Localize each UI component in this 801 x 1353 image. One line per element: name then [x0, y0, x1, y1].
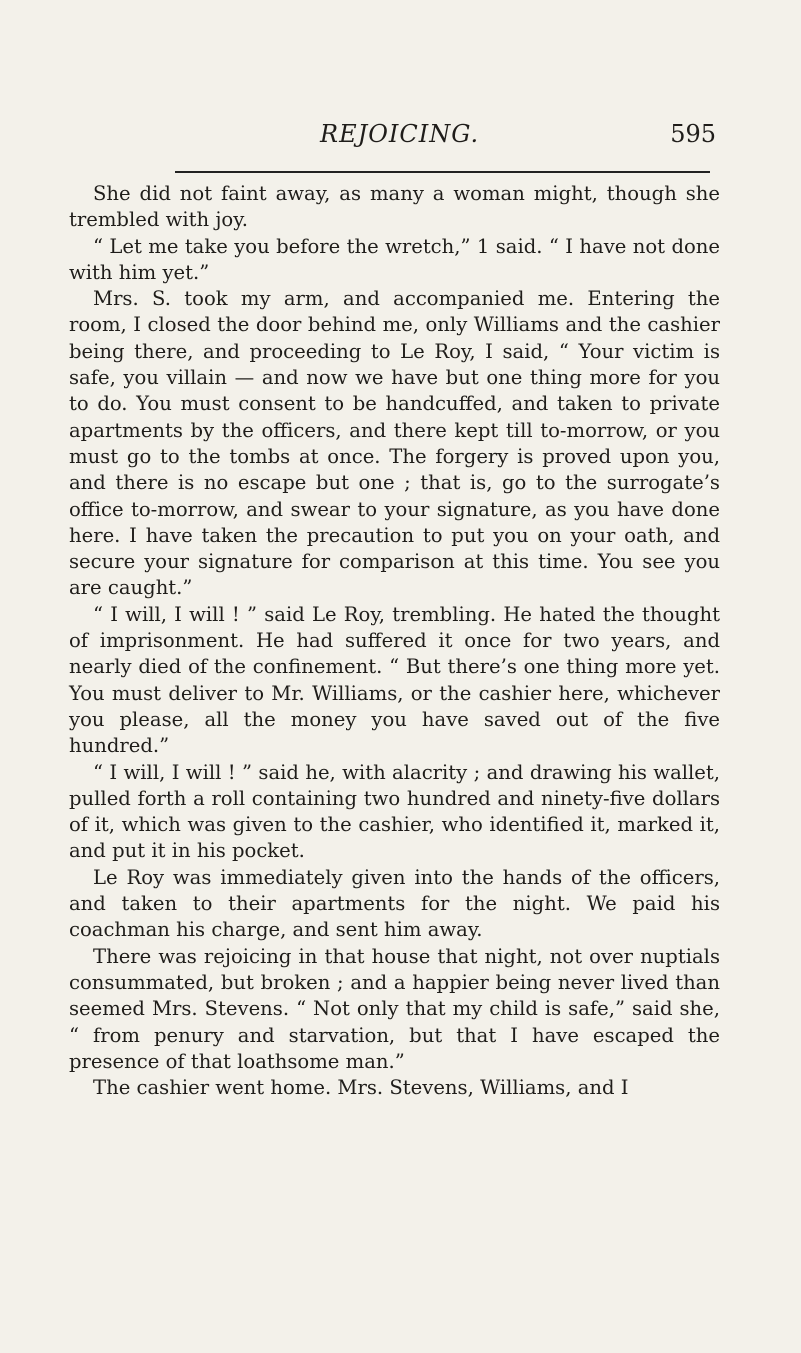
paragraph: Mrs. S. took my arm, and accompanied me. Entering the room, I closed the door behind me, only Williams and the cashier being there, and proceeding to Le Roy, I said, “ Your victim is safe, you villain — and now we have but one thing more for you to do. You must consent to be handcuffed, and taken to private apartments by the officers, and there kept till to-morrow, or you must go to the tombs at once. The forgery is proved upon you, and there is no escape but one ; that is, go to the surrogate’s office to-morrow, and swear to your signature, as you have done here. I have taken the precaution to put you on your oath, and secure your signature for comparison at this time. You see you are caught.” [69, 287, 720, 600]
running-head [160, 120, 720, 152]
paragraph: There was rejoicing in that house that night, not over nuptials consummated, but broken ; and a happier being never lived than seemed Mrs. Stevens. “ Not only that my child is safe,” said she, “ from penury and starvation, but that I have escaped the presence of that loathsome man.” [69, 944, 720, 1073]
paragraph: “ Let me take you before the wretch,” 1 said. “ I have not done with him yet.” [69, 234, 720, 284]
page-number: 595 [670, 120, 716, 148]
body-text [69, 181, 720, 1101]
paragraph: Le Roy was immediately given into the hands of the officers, and taken to their apartments for the night. We paid his coachman his charge, and sent him away. [69, 865, 720, 942]
paragraph: The cashier went home. Mrs. Stevens, Williams, and I [93, 1076, 629, 1100]
paragraph: “ I will, I will ! ” said Le Roy, trembling. He hated the thought of imprisonment. He had suffered it once for two years, and nearly died of the confinement. “ But there’s one thing more yet. You must deliver to Mr. Williams, or the cashier here, whichever you please, all the money you have saved out of the five hundred.” [69, 602, 720, 758]
running-title: REJOICING. [320, 120, 480, 148]
paragraph: She did not faint away, as many a woman might, though she trembled with joy. [69, 182, 720, 232]
paragraph: “ I will, I will ! ” said he, with alacrity ; and drawing his wallet, pulled forth a roll containing two hundred and ninety-five dollars of it, which was given to the cashier, who identified it, marked it, and put it in his pocket. [69, 760, 720, 863]
header-rule [175, 171, 710, 173]
